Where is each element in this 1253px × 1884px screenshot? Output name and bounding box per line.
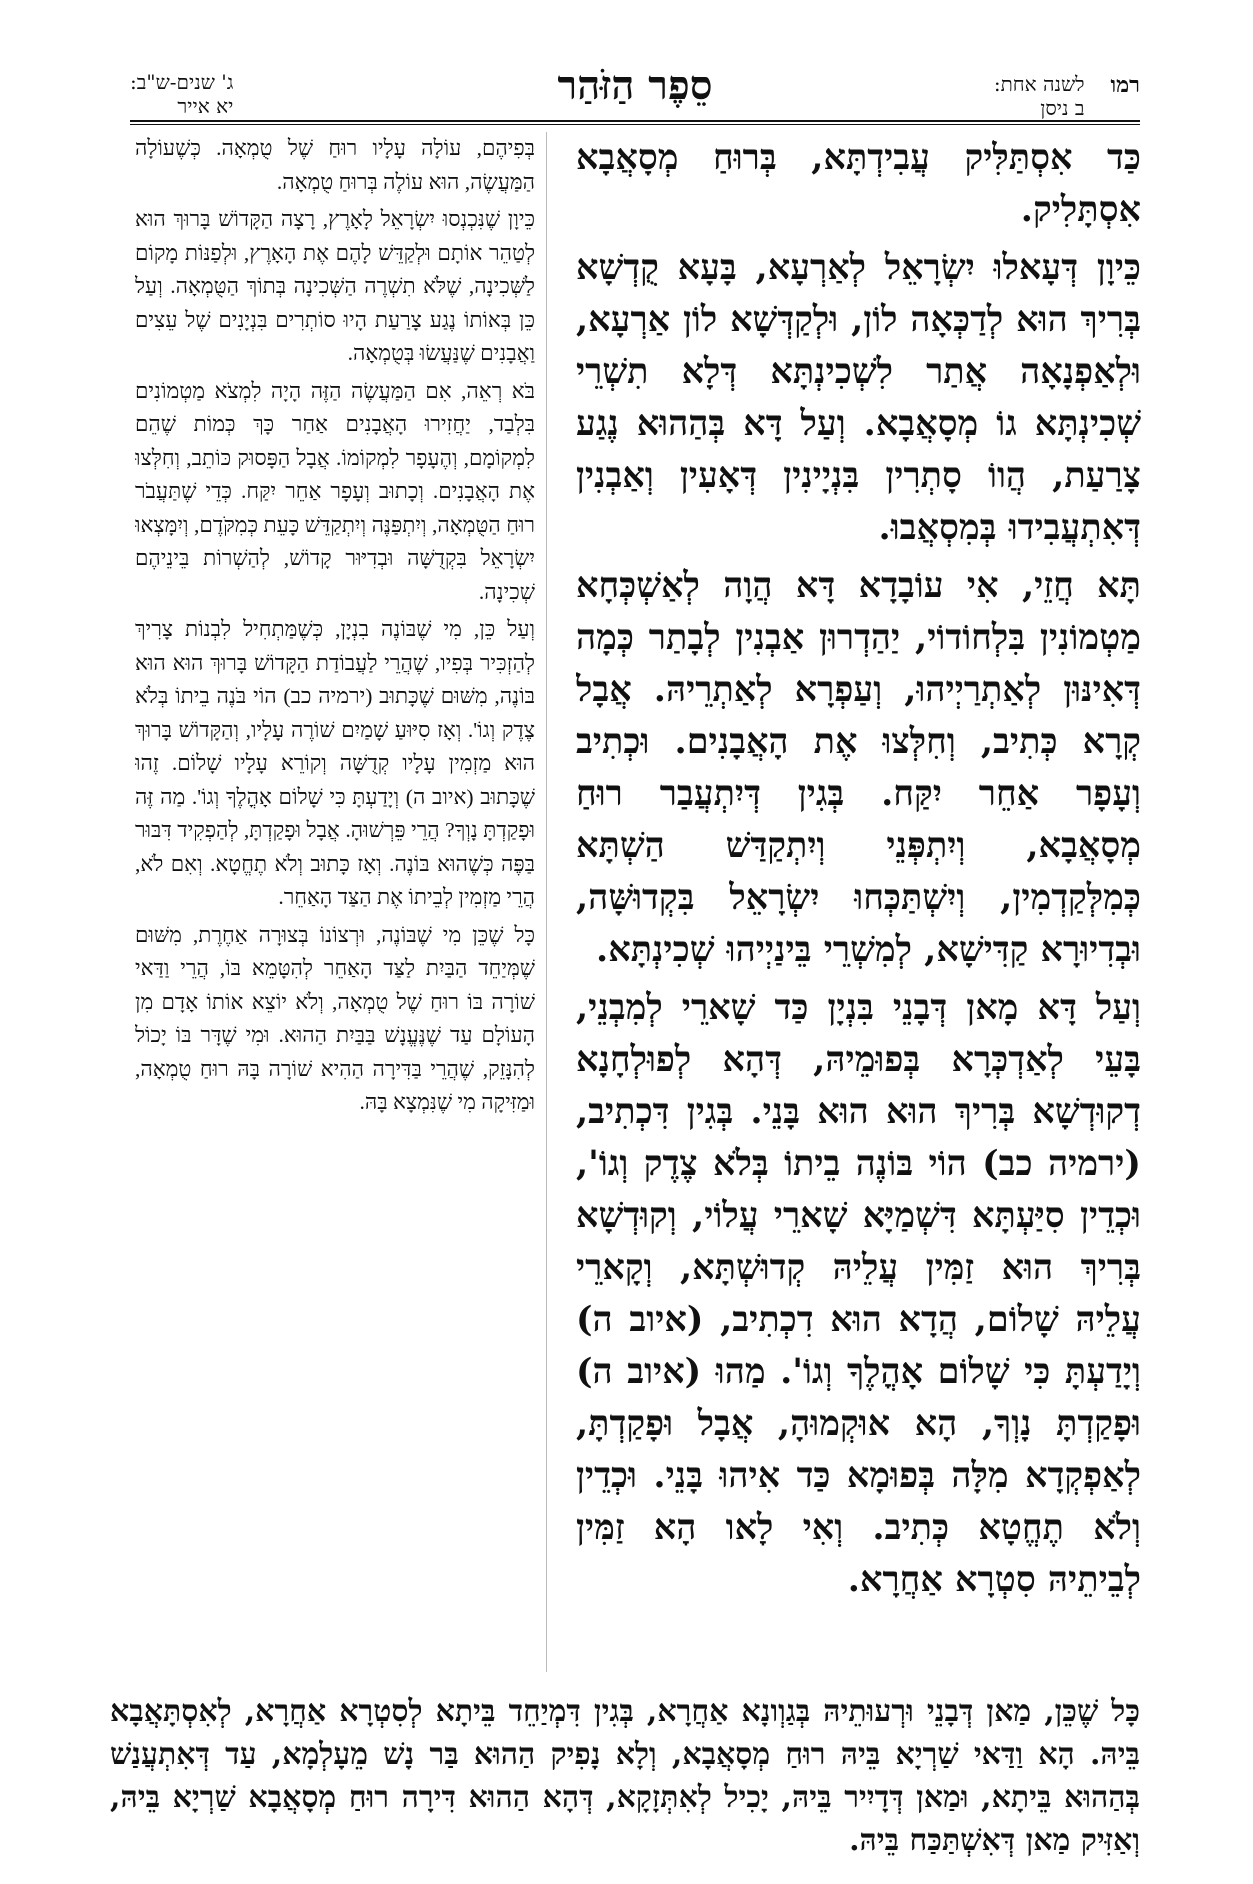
hebrew-paragraph: בֹּא רְאֵה, אִם הַמַּעֲשֶׂה הַזֶּה הָיָה לִמְצֹא מַטְמוֹנִים בִּלְבַד, יַחֲזִירוּ הָאֲבָנִים אַחַר כָּךְ כְּמוֹת שֶׁהֵם לִמְקוֹמָם, וְהֶעָפָר לִמְקוֹמוֹ. אֲבָל הַפָּסוּק כּוֹתֵב, וְחִלְּצוּ אֶת הָאֲבָנִים. וְכָתוּב וְעָפָר אַחֵר יִקַּח. כְּדֵי שֶׁתַּעֲבֹר רוּחַ הַטֻּמְאָה, וְיִתְפַּנֶּה וְיִתְקַדֵּשׁ כָּעֵת כְּמִקֹּדֶם, וְיִמָּצְאוּ יִשְׂרָאֵל בִּקְדֻשָּׁה וּבְדִיּוּר קָדוֹשׁ, לְהַשְׁרוֹת בֵּינֵיהֶם שְׁכִינָה.: [135, 378, 535, 604]
bottom-aramaic: [110, 1690, 1140, 1860]
hebrew-column: [135, 132, 535, 1680]
aramaic-column: [576, 132, 1141, 1680]
header-rule: [130, 120, 1140, 122]
aramaic-paragraph: כֵּיוָן דְּעָאלוּ יִשְׂרָאֵל לְאַרְעָא, בָּעָא קֻדְשָׁא בְּרִיךְ הוּא לְדַכְּאָה לוֹן, וּלְקַדְּשָׁא לוֹן אַרְעָא, וּלְאַפְנָאָה אֲתַר לִשְׁכִינְתָּא דְּלָא תִשְׁרֵי שְׁכִינְתָּא גוֹ מְסָאֲבָא. וְעַל דָּא בְּהַהוּא נֶגַע צָרַעַת, הֲווֹ סָתְרִין בִּנְיָינִין דְּאָעִין וְאַבְנִין דְּאִתְעֲבִידוּ בְּמִסְאֲבוּ.: [576, 247, 1141, 548]
three-year-label: ג' שנים-ש"ב:: [130, 70, 234, 94]
aramaic-paragraph: תָּא חֲזֵי, אִי עוֹבָדָא דָּא הֲוָה לְאַשְׁכְּחָא מַטְמוֹנִין בִּלְחוֹדוֹי, יַהַדְרוּן אַבְנִין לְבָתַר כְּמָה דְּאִינּוּן לְאַתְרַיְיהוּ, וְעַפְרָא לְאַתְרֵיהּ. אֲבָל קְרָא כְּתִיב, וְחִלְּצוּ אֶת הָאֲבָנִים. וּכְתִיב וְעָפָר אַחֵר יִקַּח. בְּגִין דְּיִתְעֲבַר רוּחַ מְסָאֲבָא, וְיִתְפְּנֵי וְיִתְקַדַּשׁ הַשְׁתָּא כְּמִלְּקַדְמִין, וְיִשְׁתַּכְּחוּ יִשְׂרָאֵל בִּקְדוּשָּׁה, וּבְדִיוּרָא קַדִּישָׁא, לְמִשְׁרֵי בֵּינַיְיהוּ שְׁכִינְתָּא.: [576, 565, 1141, 970]
year-plan-label: לשנה אחת:: [993, 72, 1085, 96]
hebrew-paragraph: וְעַל כֵּן, מִי שֶׁבּוֹנֶה בִנְיָן, כְּשֶׁמַּתְחִיל לִבְנוֹת צָרִיךְ לְהַזְכִּיר בְּפִיו, שֶׁהֲרֵי לַעֲבוֹדַת הַקָּדוֹשׁ בָּרוּךְ הוּא הוּא בּוֹנֶה, מִשּׁוּם שֶׁכָּתוּב (ירמיה כב) הוֹי בֹּנֶה בֵיתוֹ בְּלֹא צֶדֶק וְגוֹ'. וְאָז סִיּוּעַ שָׁמַיִם שׁוֹרֶה עָלָיו, וְהַקָּדוֹשׁ בָּרוּךְ הוּא מַזְמִין עָלָיו קְדֻשָּׁה וְקוֹרֵא עָלָיו שָׁלוֹם. זֶהוּ שֶׁכָּתוּב (איוב ה) וְיָדַעְתָּ כִּי שָׁלוֹם אָהֳלֶךָ וְגוֹ'. מַה זֶּה וּפָקַדְתָּ נָוְךָ? הֲרֵי פֵּרְשׁוּהָ. אֲבָל וּפָקַדְתָּ, לְהַפְקִיד דִּבּוּר בַּפֶּה כְּשֶׁהוּא בּוֹנֶה. וְאָז כָּתוּב וְלֹא תֶחֱטָא. וְאִם לֹא, הֲרֵי מַזְמִין לְבֵיתוֹ אֶת הַצַּד הָאַחֵר.: [135, 617, 535, 909]
column-divider: [546, 132, 547, 1672]
three-year-date: יא אייר: [177, 94, 234, 118]
aramaic-paragraph: וְעַל דָּא מָאן דְּבָנֵי בִּנְיָן כַּד שָׁארֵי לְמִבְנֵי, בָּעֵי לְאַדְכְּרָא בְּפוּמֵיהּ, דְּהָא לְפוּלְחָנָא דְקוּדְשָׁא בְּרִיךְ הוּא הוּא בָּנֵי. בְּגִין דִּכְתִיב, (ירמיה כב) הוֹי בּוֹנֶה בֵיתוֹ בְּלֹא צֶדֶק וְגוֹ', וּכְדֵין סִיַּעְתָּא דִּשְׁמַיָּא שָׁארֵי עֲלוֹי, וְקוּדְשָׁא בְּרִיךְ הוּא זַמִּין עֲלֵיהּ קְדוּשְׁתָּא, וְקָארֵי עֲלֵיהּ שָׁלוֹם, הֲדָא הוּא דִכְתִיב, (איוב ה) וְיָדַעְתָּ כִּי שָׁלוֹם אָהֳלֶךָ וְגוֹ'. מַהוּ (איוב ה) וּפָקַדְתָּ נָוְךָ, הָא אוּקְמוּהָ, אֲבָל וּפָקַדְתָּ, לְאַפְקְדָא מִלָּה בְּפוּמָא כַּד אִיהוּ בָּנֵי. וּכְדֵין וְלֹא תֶחֱטָא כְּתִיב. וְאִי לָאו הָא זַמִּין לְבֵיתֵיהּ סִטְרָא אַחֲרָא.: [576, 987, 1141, 1600]
bottom-paragraph: כָּל שֶׁכֵּן, מַאן דְּבָנֵי וּרְעוּתֵיהּ בְּגַוְונָא אַחֲרָא, בְּגִין דִּמְיַחֵד בֵּיתָא לְסִטְרָא אַחֲרָא, לְאִסְתָּאֲבָא בֵּיהּ. הָא וַדַּאי שַׁרְיָא בֵּיהּ רוּחַ מְסָאֲבָא, וְלָא נָפִיק הַהוּא בַּר נָשׁ מֵעָלְמָא, עַד דְּאִתְעֲנַשׁ בְּהַהוּא בֵּיתָא, וּמַאן דְּדָיִיר בֵּיהּ, יָכִיל לְאִתְּזָקָא, דְּהָא הַהוּא דִּירָה רוּחַ מְסָאֲבָא שַׁרְיָא בֵּיהּ, וְאַזִּיק מַאן דְּאִשְׁתַּכַּח בֵּיהּ.: [110, 1694, 1140, 1858]
aramaic-paragraph: כַּד אִסְתַּלִּיק עֲבִידְתָּא, בְּרוּחַ מְסָאֲבָא אִסְתָּלִיק.: [576, 137, 1141, 230]
hebrew-paragraph: בְּפִיהֶם, עוֹלָה עָלָיו רוּחַ שֶׁל טֻמְאָה. כְּשֶׁעוֹלָה הַמַּעֲשֶׂה, הוּא עוֹלֶה בְּרוּחַ טֻמְאָה.: [135, 136, 535, 194]
section-number: רמו: [1110, 72, 1140, 98]
hebrew-paragraph: כֵּיוָן שֶׁנִּכְנְסוּ יִשְׂרָאֵל לָאָרֶץ, רָצָה הַקָּדוֹשׁ בָּרוּךְ הוּא לְטַהֵר אוֹתָם וּלְקַדֵּשׁ לָהֶם אֶת הָאָרֶץ, וּלְפַנּוֹת מָקוֹם לַשְּׁכִינָה, שֶׁלֹּא תִשְׁרֶה הַשְּׁכִינָה בְּתוֹךְ הַטֻּמְאָה. וְעַל כֵּן בְּאוֹתוֹ נֶגַע צָרַעַת הָיוּ סוֹתְרִים בִּנְיָנִים שֶׁל עֵצִים וַאֲבָנִים שֶׁנַּעֲשׂוּ בְּטֻמְאָה.: [135, 207, 535, 365]
year-plan-date: ב ניסן: [1040, 96, 1085, 120]
hebrew-paragraph: כָּל שֶׁכֵּן מִי שֶׁבּוֹנֶה, וּרְצוֹנוֹ בְּצוּרָה אַחֶרֶת, מִשּׁוּם שֶׁמְּיַחֵד הַבַּיִת לַצַּד הָאַחֵר לְהִטָּמֵא בּוֹ, הֲרֵי וַדַּאי שׁוֹרָה בּוֹ רוּחַ שֶׁל טֻמְאָה, וְלֹא יוֹצֵא אוֹתוֹ אָדָם מִן הָעוֹלָם עַד שֶׁנֶּעֱנָשׁ בַּבַּיִת הַהוּא. וּמִי שֶׁדָּר בּוֹ יָכוֹל לְהִנָּזֵק, שֶׁהֲרֵי בַּדִּירָה הַהִיא שׁוֹרָה בָּהּ רוּחַ טֻמְאָה, וּמַזִּיקָה מִי שֶׁנִּמְצָא בָּהּ.: [135, 922, 535, 1114]
header-rule-thin: [130, 124, 1140, 125]
three-year-plan: [130, 70, 233, 118]
book-title: סֵפֶר הַזֹּהַר: [557, 62, 713, 109]
page-header: [130, 62, 1140, 124]
